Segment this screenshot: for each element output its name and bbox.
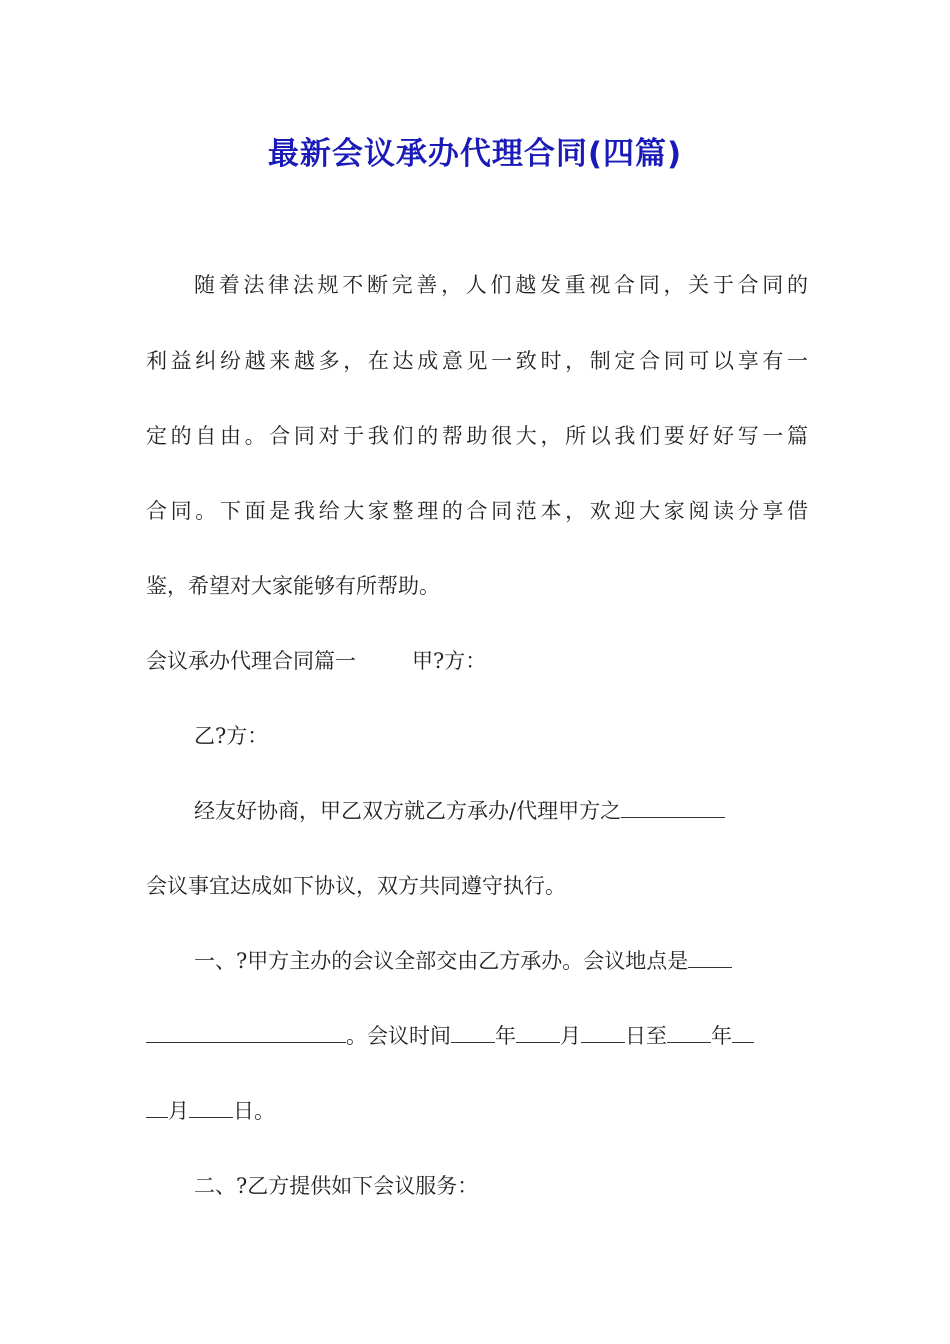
clause-1-line-1 [194,946,808,976]
day-to-label: 日至 [625,1024,667,1048]
section-heading-row [146,646,808,676]
year-label-2: 年 [711,1024,732,1048]
month-label: 月 [560,1024,581,1048]
start-year-blank[interactable] [451,1022,495,1043]
agreement-line-1 [194,796,808,826]
end-month-blank[interactable] [146,1097,168,1118]
party-b-label: 乙?方： [194,724,269,748]
year-label: 年 [495,1024,516,1048]
end-day-blank[interactable] [189,1097,233,1118]
venue-blank[interactable] [146,1022,346,1043]
intro-line-3: 定的自由。合同对于我们的帮助很大，所以我们要好好写一篇 [146,424,808,448]
end-month-blank-start[interactable] [732,1022,754,1043]
clause-2: 二、?乙方提供如下会议服务： [194,1174,479,1198]
clause-1-text: 一、?甲方主办的会议全部交由乙方承办。会议地点是 [194,949,689,973]
document-title: 最新会议承办代理合同(四篇) [267,136,683,172]
day-label: 日。 [233,1099,275,1123]
intro-line-1: 随着法律法规不断完善，人们越发重视合同，关于合同的 [194,273,808,297]
agreement-text-1: 经友好协商，甲乙双方就乙方承办/代理甲方之 [194,799,622,823]
intro-line-5: 鉴，希望对大家能够有所帮助。 [146,574,440,598]
meeting-time-label: 。会议时间 [346,1024,451,1048]
venue-blank-start[interactable] [688,947,732,968]
start-month-blank[interactable] [516,1022,560,1043]
meeting-name-blank[interactable] [621,797,725,818]
clause-1-line-3 [146,1096,808,1126]
month-label-2: 月 [168,1099,189,1123]
agreement-line-2: 会议事宜达成如下协议，双方共同遵守执行。 [146,874,566,898]
intro-line-2: 利益纠纷越来越多，在达成意见一致时，制定合同可以享有一 [146,349,808,373]
party-a-label: 甲?方： [412,649,487,673]
intro-line-4: 合同。下面是我给大家整理的合同范本，欢迎大家阅读分享借 [146,499,808,523]
section-heading: 会议承办代理合同篇一 [146,649,356,673]
start-day-blank[interactable] [581,1022,625,1043]
end-year-blank[interactable] [667,1022,711,1043]
clause-1-line-2 [146,1021,808,1051]
